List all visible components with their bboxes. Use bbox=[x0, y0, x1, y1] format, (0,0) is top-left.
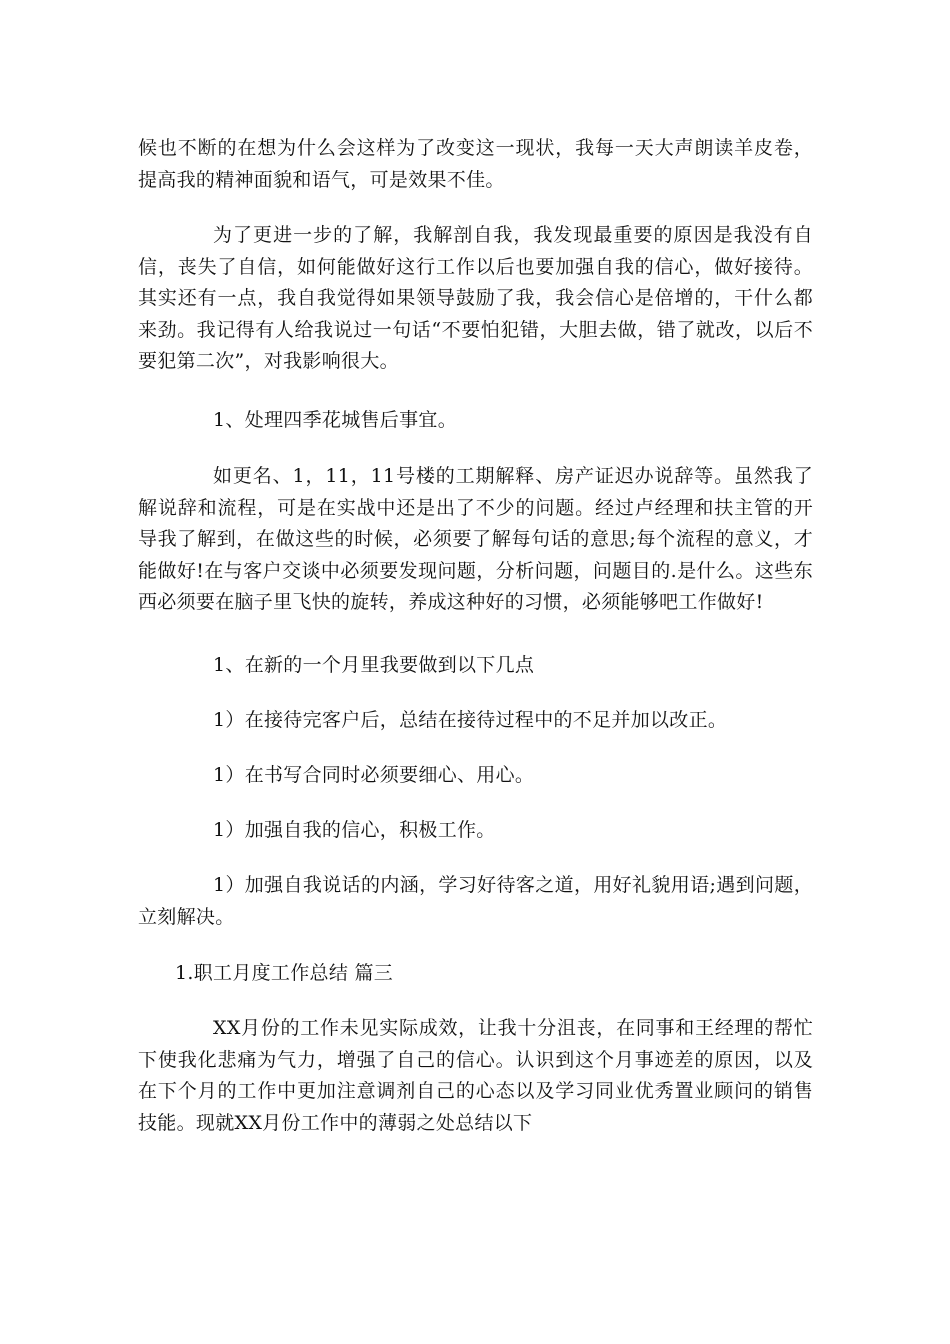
paragraph-monthly-summary: XX月份的工作未见实际成效，让我十分沮丧，在同事和王经理的帮忙下使我化悲痛为气力，增强了自己的信心。认识到这个月事迹差的原因，以及在下个月的工作中更加注意调剂自己的心态以及学习同业优秀置业顾问的销售技能。现就XX月份工作中的薄弱之处总结以下 bbox=[138, 1017, 813, 1134]
list-item-confidence: 1）加强自我的信心，积极工作。 bbox=[213, 819, 496, 841]
list-item-contract: 1）在书写合同时必须要细心、用心。 bbox=[213, 764, 535, 786]
list-heading-after-sales: 1、处理四季花城售后事宜。 bbox=[213, 409, 457, 431]
section-heading-part-three: 1.职工月度工作总结 篇三 bbox=[175, 962, 394, 984]
list-item-speech: 1）加强自我说话的内涵，学习好待客之道，用好礼貌用语;遇到问题，立刻解决。 bbox=[138, 874, 813, 928]
paragraph-continuation: 候也不断的在想为什么会这样为了改变这一现状，我每一天大声朗读羊皮卷，提高我的精神面貌和语气，可是效果不佳。 bbox=[138, 137, 813, 191]
paragraph-self-analysis: 为了更进一步的了解，我解剖自我，我发现最重要的原因是我没有自信，丧失了自信，如何能做好这行工作以后也要加强自我的信心，做好接待。其实还有一点，我自我觉得如果领导鼓励了我，我会信心是倍增的，干什么都来劲。我记得有人给我说过一句话“不要怕犯错，大胆去做，错了就改，以后不要犯第二次”，对我影响很大。 bbox=[138, 224, 813, 372]
paragraph-after-sales-details: 如更名、1，11，11号楼的工期解释、房产证迟办说辞等。虽然我了解说辞和流程，可是在实战中还是出了不少的问题。经过卢经理和扶主管的开导我了解到，在做这些的时候，必须要了解每句话的意思;每个流程的意义，才能做好!在与客户交谈中必须要发现问题，分析问题，问题目的.是什么。这些东西必须要在脑子里飞快的旋转，养成这种好的习惯，必须能够吧工作做好! bbox=[138, 465, 813, 613]
list-heading-next-month: 1、在新的一个月里我要做到以下几点 bbox=[213, 654, 535, 676]
list-item-summarize: 1）在接待完客户后，总结在接待过程中的不足并加以改正。 bbox=[213, 709, 728, 731]
